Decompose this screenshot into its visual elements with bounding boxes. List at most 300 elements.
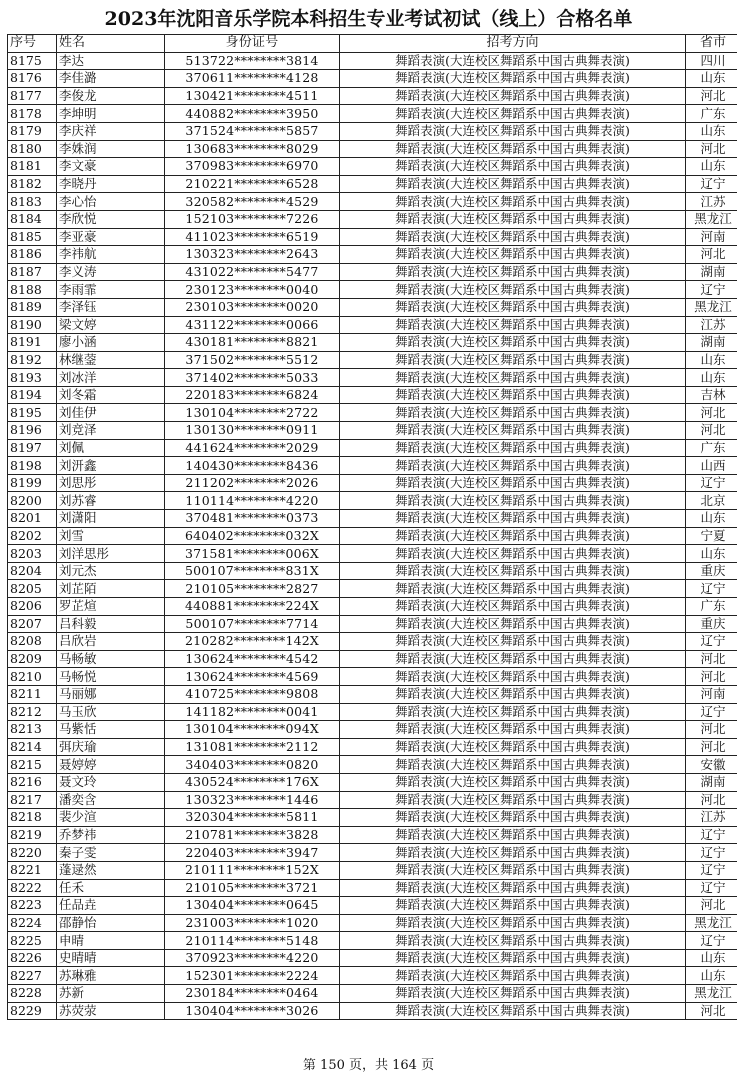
cell-province: 河南 bbox=[686, 685, 737, 703]
cell-direction: 舞蹈表演(大连校区舞蹈系中国古典舞表演) bbox=[340, 967, 686, 985]
cell-seq: 8177 bbox=[8, 87, 57, 105]
cell-province: 河北 bbox=[686, 668, 737, 686]
header-id: 身份证号 bbox=[165, 35, 340, 53]
cell-id-number: 371524********5857 bbox=[165, 122, 340, 140]
cell-province: 山东 bbox=[686, 70, 737, 88]
cell-id-number: 230103********0020 bbox=[165, 298, 340, 316]
cell-seq: 8176 bbox=[8, 70, 57, 88]
cell-name: 乔梦祎 bbox=[57, 826, 165, 844]
table-row bbox=[8, 316, 737, 334]
cell-direction: 舞蹈表演(大连校区舞蹈系中国古典舞表演) bbox=[340, 70, 686, 88]
cell-seq: 8186 bbox=[8, 246, 57, 264]
table-row bbox=[8, 263, 737, 281]
table-row bbox=[8, 87, 737, 105]
header-name: 姓名 bbox=[57, 35, 165, 53]
cell-name: 林继蓥 bbox=[57, 351, 165, 369]
cell-seq: 8228 bbox=[8, 985, 57, 1003]
cell-province: 安徽 bbox=[686, 756, 737, 774]
table-row bbox=[8, 897, 737, 915]
cell-direction: 舞蹈表演(大连校区舞蹈系中国古典舞表演) bbox=[340, 773, 686, 791]
cell-id-number: 152103********7226 bbox=[165, 210, 340, 228]
cell-name: 马玉欣 bbox=[57, 703, 165, 721]
cell-seq: 8223 bbox=[8, 897, 57, 915]
cell-name: 弭庆瑜 bbox=[57, 738, 165, 756]
cell-province: 山东 bbox=[686, 967, 737, 985]
cell-id-number: 231003********1020 bbox=[165, 914, 340, 932]
cell-province: 山东 bbox=[686, 545, 737, 563]
table-row bbox=[8, 914, 737, 932]
cell-name: 苏新 bbox=[57, 985, 165, 1003]
cell-direction: 舞蹈表演(大连校区舞蹈系中国古典舞表演) bbox=[340, 650, 686, 668]
cell-id-number: 500107********7714 bbox=[165, 615, 340, 633]
cell-direction: 舞蹈表演(大连校区舞蹈系中国古典舞表演) bbox=[340, 791, 686, 809]
cell-id-number: 370923********4220 bbox=[165, 949, 340, 967]
table-row bbox=[8, 703, 737, 721]
table-row bbox=[8, 52, 737, 70]
table-row bbox=[8, 175, 737, 193]
cell-name: 苏琳雅 bbox=[57, 967, 165, 985]
cell-direction: 舞蹈表演(大连校区舞蹈系中国古典舞表演) bbox=[340, 703, 686, 721]
cell-seq: 8181 bbox=[8, 158, 57, 176]
cell-name: 李祎航 bbox=[57, 246, 165, 264]
cell-name: 刘汧鑫 bbox=[57, 457, 165, 475]
cell-id-number: 441624********2029 bbox=[165, 439, 340, 457]
table-row bbox=[8, 298, 737, 316]
cell-id-number: 220403********3947 bbox=[165, 844, 340, 862]
table-row bbox=[8, 492, 737, 510]
cell-id-number: 371581********006X bbox=[165, 545, 340, 563]
header-province: 省市 bbox=[686, 35, 737, 53]
table-row bbox=[8, 791, 737, 809]
table-row bbox=[8, 615, 737, 633]
cell-name: 邵静怡 bbox=[57, 914, 165, 932]
cell-province: 辽宁 bbox=[686, 474, 737, 492]
cell-seq: 8215 bbox=[8, 756, 57, 774]
cell-direction: 舞蹈表演(大连校区舞蹈系中国古典舞表演) bbox=[340, 598, 686, 616]
cell-id-number: 130323********2643 bbox=[165, 246, 340, 264]
cell-province: 河北 bbox=[686, 738, 737, 756]
table-row bbox=[8, 809, 737, 827]
header-direction: 招考方向 bbox=[340, 35, 686, 53]
cell-direction: 舞蹈表演(大连校区舞蹈系中国古典舞表演) bbox=[340, 228, 686, 246]
cell-seq: 8175 bbox=[8, 52, 57, 70]
cell-name: 马畅敏 bbox=[57, 650, 165, 668]
cell-seq: 8183 bbox=[8, 193, 57, 211]
cell-province: 河北 bbox=[686, 791, 737, 809]
cell-name: 李义涛 bbox=[57, 263, 165, 281]
cell-direction: 舞蹈表演(大连校区舞蹈系中国古典舞表演) bbox=[340, 193, 686, 211]
cell-seq: 8192 bbox=[8, 351, 57, 369]
cell-seq: 8206 bbox=[8, 598, 57, 616]
cell-seq: 8201 bbox=[8, 510, 57, 528]
cell-province: 江苏 bbox=[686, 193, 737, 211]
cell-name: 潘奕含 bbox=[57, 791, 165, 809]
cell-id-number: 371402********5033 bbox=[165, 369, 340, 387]
table-row bbox=[8, 844, 737, 862]
cell-id-number: 130624********4569 bbox=[165, 668, 340, 686]
cell-direction: 舞蹈表演(大连校区舞蹈系中国古典舞表演) bbox=[340, 985, 686, 1003]
table-row bbox=[8, 70, 737, 88]
cell-name: 李姝润 bbox=[57, 140, 165, 158]
cell-province: 北京 bbox=[686, 492, 737, 510]
table-row bbox=[8, 773, 737, 791]
cell-name: 刘思彤 bbox=[57, 474, 165, 492]
cell-direction: 舞蹈表演(大连校区舞蹈系中国古典舞表演) bbox=[340, 298, 686, 316]
cell-direction: 舞蹈表演(大连校区舞蹈系中国古典舞表演) bbox=[340, 404, 686, 422]
cell-name: 史晴晴 bbox=[57, 949, 165, 967]
table-row bbox=[8, 158, 737, 176]
cell-seq: 8187 bbox=[8, 263, 57, 281]
table-row bbox=[8, 633, 737, 651]
cell-name: 李文豪 bbox=[57, 158, 165, 176]
cell-province: 辽宁 bbox=[686, 580, 737, 598]
cell-name: 刘雪 bbox=[57, 527, 165, 545]
cell-seq: 8204 bbox=[8, 562, 57, 580]
cell-province: 河北 bbox=[686, 87, 737, 105]
cell-name: 刘苏睿 bbox=[57, 492, 165, 510]
table-row bbox=[8, 510, 737, 528]
table-row bbox=[8, 210, 737, 228]
cell-province: 辽宁 bbox=[686, 879, 737, 897]
cell-direction: 舞蹈表演(大连校区舞蹈系中国古典舞表演) bbox=[340, 668, 686, 686]
cell-direction: 舞蹈表演(大连校区舞蹈系中国古典舞表演) bbox=[340, 140, 686, 158]
cell-direction: 舞蹈表演(大连校区舞蹈系中国古典舞表演) bbox=[340, 756, 686, 774]
cell-province: 黑龙江 bbox=[686, 914, 737, 932]
table-row bbox=[8, 228, 737, 246]
cell-seq: 8191 bbox=[8, 334, 57, 352]
cell-name: 任禾 bbox=[57, 879, 165, 897]
cell-direction: 舞蹈表演(大连校区舞蹈系中国古典舞表演) bbox=[340, 246, 686, 264]
cell-seq: 8220 bbox=[8, 844, 57, 862]
cell-name: 刘洋思彤 bbox=[57, 545, 165, 563]
cell-province: 河北 bbox=[686, 246, 737, 264]
cell-seq: 8207 bbox=[8, 615, 57, 633]
cell-direction: 舞蹈表演(大连校区舞蹈系中国古典舞表演) bbox=[340, 263, 686, 281]
cell-id-number: 320304********5811 bbox=[165, 809, 340, 827]
cell-direction: 舞蹈表演(大连校区舞蹈系中国古典舞表演) bbox=[340, 474, 686, 492]
cell-id-number: 130404********3026 bbox=[165, 1002, 340, 1020]
cell-direction: 舞蹈表演(大连校区舞蹈系中国古典舞表演) bbox=[340, 738, 686, 756]
cell-direction: 舞蹈表演(大连校区舞蹈系中国古典舞表演) bbox=[340, 1002, 686, 1020]
cell-direction: 舞蹈表演(大连校区舞蹈系中国古典舞表演) bbox=[340, 122, 686, 140]
table-row bbox=[8, 879, 737, 897]
cell-seq: 8200 bbox=[8, 492, 57, 510]
cell-seq: 8193 bbox=[8, 369, 57, 387]
cell-name: 秦子雯 bbox=[57, 844, 165, 862]
table-row bbox=[8, 949, 737, 967]
cell-seq: 8180 bbox=[8, 140, 57, 158]
cell-id-number: 210105********2827 bbox=[165, 580, 340, 598]
page-footer: 第 150 页，共 164 页 bbox=[302, 1058, 435, 1073]
cell-id-number: 130683********8029 bbox=[165, 140, 340, 158]
cell-id-number: 230123********0040 bbox=[165, 281, 340, 299]
cell-direction: 舞蹈表演(大连校区舞蹈系中国古典舞表演) bbox=[340, 386, 686, 404]
cell-id-number: 140430********8436 bbox=[165, 457, 340, 475]
cell-id-number: 210111********152X bbox=[165, 861, 340, 879]
cell-direction: 舞蹈表演(大连校区舞蹈系中国古典舞表演) bbox=[340, 210, 686, 228]
cell-id-number: 370611********4128 bbox=[165, 70, 340, 88]
cell-id-number: 220183********6824 bbox=[165, 386, 340, 404]
cell-direction: 舞蹈表演(大连校区舞蹈系中国古典舞表演) bbox=[340, 158, 686, 176]
cell-name: 李坤明 bbox=[57, 105, 165, 123]
cell-direction: 舞蹈表演(大连校区舞蹈系中国古典舞表演) bbox=[340, 334, 686, 352]
cell-seq: 8197 bbox=[8, 439, 57, 457]
cell-seq: 8196 bbox=[8, 422, 57, 440]
cell-seq: 8189 bbox=[8, 298, 57, 316]
cell-province: 四川 bbox=[686, 52, 737, 70]
cell-id-number: 130323********1446 bbox=[165, 791, 340, 809]
cell-province: 山东 bbox=[686, 949, 737, 967]
table-row bbox=[8, 122, 737, 140]
cell-seq: 8203 bbox=[8, 545, 57, 563]
cell-id-number: 210221********6528 bbox=[165, 175, 340, 193]
cell-province: 河北 bbox=[686, 897, 737, 915]
cell-province: 湖南 bbox=[686, 773, 737, 791]
cell-id-number: 210105********3721 bbox=[165, 879, 340, 897]
cell-id-number: 430181********8821 bbox=[165, 334, 340, 352]
cell-name: 刘佳伊 bbox=[57, 404, 165, 422]
cell-seq: 8211 bbox=[8, 685, 57, 703]
cell-seq: 8199 bbox=[8, 474, 57, 492]
cell-province: 重庆 bbox=[686, 615, 737, 633]
cell-id-number: 371502********5512 bbox=[165, 351, 340, 369]
table-row bbox=[8, 985, 737, 1003]
cell-province: 湖南 bbox=[686, 263, 737, 281]
table-row bbox=[8, 756, 737, 774]
table-row bbox=[8, 404, 737, 422]
cell-province: 辽宁 bbox=[686, 703, 737, 721]
cell-name: 吕科毅 bbox=[57, 615, 165, 633]
cell-province: 河北 bbox=[686, 404, 737, 422]
cell-direction: 舞蹈表演(大连校区舞蹈系中国古典舞表演) bbox=[340, 914, 686, 932]
cell-direction: 舞蹈表演(大连校区舞蹈系中国古典舞表演) bbox=[340, 510, 686, 528]
cell-name: 李晓丹 bbox=[57, 175, 165, 193]
cell-direction: 舞蹈表演(大连校区舞蹈系中国古典舞表演) bbox=[340, 457, 686, 475]
cell-id-number: 320582********4529 bbox=[165, 193, 340, 211]
cell-seq: 8185 bbox=[8, 228, 57, 246]
cell-id-number: 440881********224X bbox=[165, 598, 340, 616]
cell-seq: 8225 bbox=[8, 932, 57, 950]
cell-direction: 舞蹈表演(大连校区舞蹈系中国古典舞表演) bbox=[340, 281, 686, 299]
cell-province: 重庆 bbox=[686, 562, 737, 580]
cell-province: 辽宁 bbox=[686, 826, 737, 844]
table-row bbox=[8, 369, 737, 387]
cell-seq: 8219 bbox=[8, 826, 57, 844]
cell-seq: 8208 bbox=[8, 633, 57, 651]
cell-province: 河南 bbox=[686, 228, 737, 246]
cell-seq: 8188 bbox=[8, 281, 57, 299]
cell-name: 梁文婷 bbox=[57, 316, 165, 334]
cell-id-number: 411023********6519 bbox=[165, 228, 340, 246]
cell-seq: 8209 bbox=[8, 650, 57, 668]
table-row bbox=[8, 650, 737, 668]
cell-seq: 8216 bbox=[8, 773, 57, 791]
cell-name: 刘冬霜 bbox=[57, 386, 165, 404]
cell-seq: 8179 bbox=[8, 122, 57, 140]
table-row bbox=[8, 281, 737, 299]
table-row bbox=[8, 580, 737, 598]
cell-province: 江苏 bbox=[686, 809, 737, 827]
cell-seq: 8229 bbox=[8, 1002, 57, 1020]
cell-seq: 8226 bbox=[8, 949, 57, 967]
cell-id-number: 430524********176X bbox=[165, 773, 340, 791]
cell-province: 山东 bbox=[686, 122, 737, 140]
cell-id-number: 152301********2224 bbox=[165, 967, 340, 985]
cell-direction: 舞蹈表演(大连校区舞蹈系中国古典舞表演) bbox=[340, 545, 686, 563]
cell-province: 辽宁 bbox=[686, 861, 737, 879]
cell-id-number: 370983********6970 bbox=[165, 158, 340, 176]
cell-id-number: 230184********0464 bbox=[165, 985, 340, 1003]
cell-id-number: 211202********2026 bbox=[165, 474, 340, 492]
cell-direction: 舞蹈表演(大连校区舞蹈系中国古典舞表演) bbox=[340, 580, 686, 598]
table-row bbox=[8, 422, 737, 440]
cell-seq: 8222 bbox=[8, 879, 57, 897]
cell-direction: 舞蹈表演(大连校区舞蹈系中国古典舞表演) bbox=[340, 615, 686, 633]
cell-direction: 舞蹈表演(大连校区舞蹈系中国古典舞表演) bbox=[340, 861, 686, 879]
table-row bbox=[8, 1002, 737, 1020]
cell-direction: 舞蹈表演(大连校区舞蹈系中国古典舞表演) bbox=[340, 685, 686, 703]
cell-seq: 8210 bbox=[8, 668, 57, 686]
cell-name: 任品垚 bbox=[57, 897, 165, 915]
cell-id-number: 640402********032X bbox=[165, 527, 340, 545]
cell-name: 李欣悦 bbox=[57, 210, 165, 228]
table-row bbox=[8, 721, 737, 739]
cell-id-number: 130421********4511 bbox=[165, 87, 340, 105]
cell-direction: 舞蹈表演(大连校区舞蹈系中国古典舞表演) bbox=[340, 949, 686, 967]
cell-direction: 舞蹈表演(大连校区舞蹈系中国古典舞表演) bbox=[340, 844, 686, 862]
cell-seq: 8213 bbox=[8, 721, 57, 739]
cell-id-number: 130104********2722 bbox=[165, 404, 340, 422]
cell-id-number: 431122********0066 bbox=[165, 316, 340, 334]
cell-id-number: 340403********0820 bbox=[165, 756, 340, 774]
cell-id-number: 130130********0911 bbox=[165, 422, 340, 440]
cell-id-number: 210781********3828 bbox=[165, 826, 340, 844]
cell-direction: 舞蹈表演(大连校区舞蹈系中国古典舞表演) bbox=[340, 439, 686, 457]
cell-id-number: 110114********4220 bbox=[165, 492, 340, 510]
table-row bbox=[8, 598, 737, 616]
cell-direction: 舞蹈表演(大连校区舞蹈系中国古典舞表演) bbox=[340, 826, 686, 844]
cell-direction: 舞蹈表演(大连校区舞蹈系中国古典舞表演) bbox=[340, 897, 686, 915]
cell-direction: 舞蹈表演(大连校区舞蹈系中国古典舞表演) bbox=[340, 932, 686, 950]
table-row bbox=[8, 967, 737, 985]
table-body bbox=[8, 52, 737, 1020]
cell-name: 吕欣岩 bbox=[57, 633, 165, 651]
cell-province: 吉林 bbox=[686, 386, 737, 404]
cell-seq: 8198 bbox=[8, 457, 57, 475]
cell-id-number: 440882********3950 bbox=[165, 105, 340, 123]
cell-direction: 舞蹈表演(大连校区舞蹈系中国古典舞表演) bbox=[340, 52, 686, 70]
table-row bbox=[8, 826, 737, 844]
table-row bbox=[8, 861, 737, 879]
cell-name: 刘元杰 bbox=[57, 562, 165, 580]
table-row bbox=[8, 738, 737, 756]
table-header-row bbox=[8, 35, 737, 53]
cell-direction: 舞蹈表演(大连校区舞蹈系中国古典舞表演) bbox=[340, 87, 686, 105]
table-row bbox=[8, 474, 737, 492]
cell-direction: 舞蹈表演(大连校区舞蹈系中国古典舞表演) bbox=[340, 316, 686, 334]
cell-province: 河北 bbox=[686, 1002, 737, 1020]
cell-seq: 8182 bbox=[8, 175, 57, 193]
table-row bbox=[8, 246, 737, 264]
cell-direction: 舞蹈表演(大连校区舞蹈系中国古典舞表演) bbox=[340, 721, 686, 739]
cell-province: 辽宁 bbox=[686, 844, 737, 862]
cell-id-number: 500107********831X bbox=[165, 562, 340, 580]
table-row bbox=[8, 351, 737, 369]
cell-id-number: 410725********9808 bbox=[165, 685, 340, 703]
qualified-list-table bbox=[7, 34, 737, 1020]
cell-province: 河北 bbox=[686, 140, 737, 158]
cell-province: 广东 bbox=[686, 439, 737, 457]
table-row bbox=[8, 439, 737, 457]
table-row bbox=[8, 105, 737, 123]
cell-name: 刘冰洋 bbox=[57, 369, 165, 387]
cell-province: 广东 bbox=[686, 105, 737, 123]
cell-province: 湖南 bbox=[686, 334, 737, 352]
cell-id-number: 130404********0645 bbox=[165, 897, 340, 915]
cell-province: 辽宁 bbox=[686, 281, 737, 299]
cell-id-number: 131081********2112 bbox=[165, 738, 340, 756]
cell-name: 聂婷婷 bbox=[57, 756, 165, 774]
cell-name: 罗芷煊 bbox=[57, 598, 165, 616]
cell-seq: 8218 bbox=[8, 809, 57, 827]
cell-name: 李庆祥 bbox=[57, 122, 165, 140]
cell-seq: 8194 bbox=[8, 386, 57, 404]
cell-name: 刘芷陌 bbox=[57, 580, 165, 598]
cell-province: 辽宁 bbox=[686, 633, 737, 651]
cell-id-number: 210114********5148 bbox=[165, 932, 340, 950]
header-seq: 序号 bbox=[8, 35, 57, 53]
cell-seq: 8190 bbox=[8, 316, 57, 334]
cell-province: 黑龙江 bbox=[686, 210, 737, 228]
cell-direction: 舞蹈表演(大连校区舞蹈系中国古典舞表演) bbox=[340, 175, 686, 193]
cell-id-number: 210282********142X bbox=[165, 633, 340, 651]
cell-seq: 8205 bbox=[8, 580, 57, 598]
cell-name: 李达 bbox=[57, 52, 165, 70]
cell-seq: 8217 bbox=[8, 791, 57, 809]
cell-name: 蓬逯然 bbox=[57, 861, 165, 879]
cell-seq: 8224 bbox=[8, 914, 57, 932]
table-row bbox=[8, 668, 737, 686]
cell-province: 宁夏 bbox=[686, 527, 737, 545]
cell-name: 聂文玲 bbox=[57, 773, 165, 791]
cell-name: 刘佩 bbox=[57, 439, 165, 457]
cell-id-number: 130624********4542 bbox=[165, 650, 340, 668]
cell-province: 山东 bbox=[686, 369, 737, 387]
table-row bbox=[8, 527, 737, 545]
cell-name: 马丽娜 bbox=[57, 685, 165, 703]
cell-direction: 舞蹈表演(大连校区舞蹈系中国古典舞表演) bbox=[340, 562, 686, 580]
page-title: 2023年沈阳音乐学院本科招生专业考试初试（线上）合格名单 bbox=[104, 8, 633, 30]
table-row bbox=[8, 457, 737, 475]
cell-province: 河北 bbox=[686, 422, 737, 440]
cell-name: 马紫恬 bbox=[57, 721, 165, 739]
cell-province: 山东 bbox=[686, 351, 737, 369]
cell-name: 刘潇阳 bbox=[57, 510, 165, 528]
cell-name: 苏荧荥 bbox=[57, 1002, 165, 1020]
cell-name: 刘竞泽 bbox=[57, 422, 165, 440]
table-row bbox=[8, 386, 737, 404]
cell-province: 山东 bbox=[686, 510, 737, 528]
cell-province: 山西 bbox=[686, 457, 737, 475]
cell-name: 申晴 bbox=[57, 932, 165, 950]
cell-name: 李亚豪 bbox=[57, 228, 165, 246]
table-row bbox=[8, 193, 737, 211]
cell-province: 山东 bbox=[686, 158, 737, 176]
cell-seq: 8221 bbox=[8, 861, 57, 879]
table-row bbox=[8, 140, 737, 158]
cell-name: 李佳潞 bbox=[57, 70, 165, 88]
cell-name: 裴少渲 bbox=[57, 809, 165, 827]
